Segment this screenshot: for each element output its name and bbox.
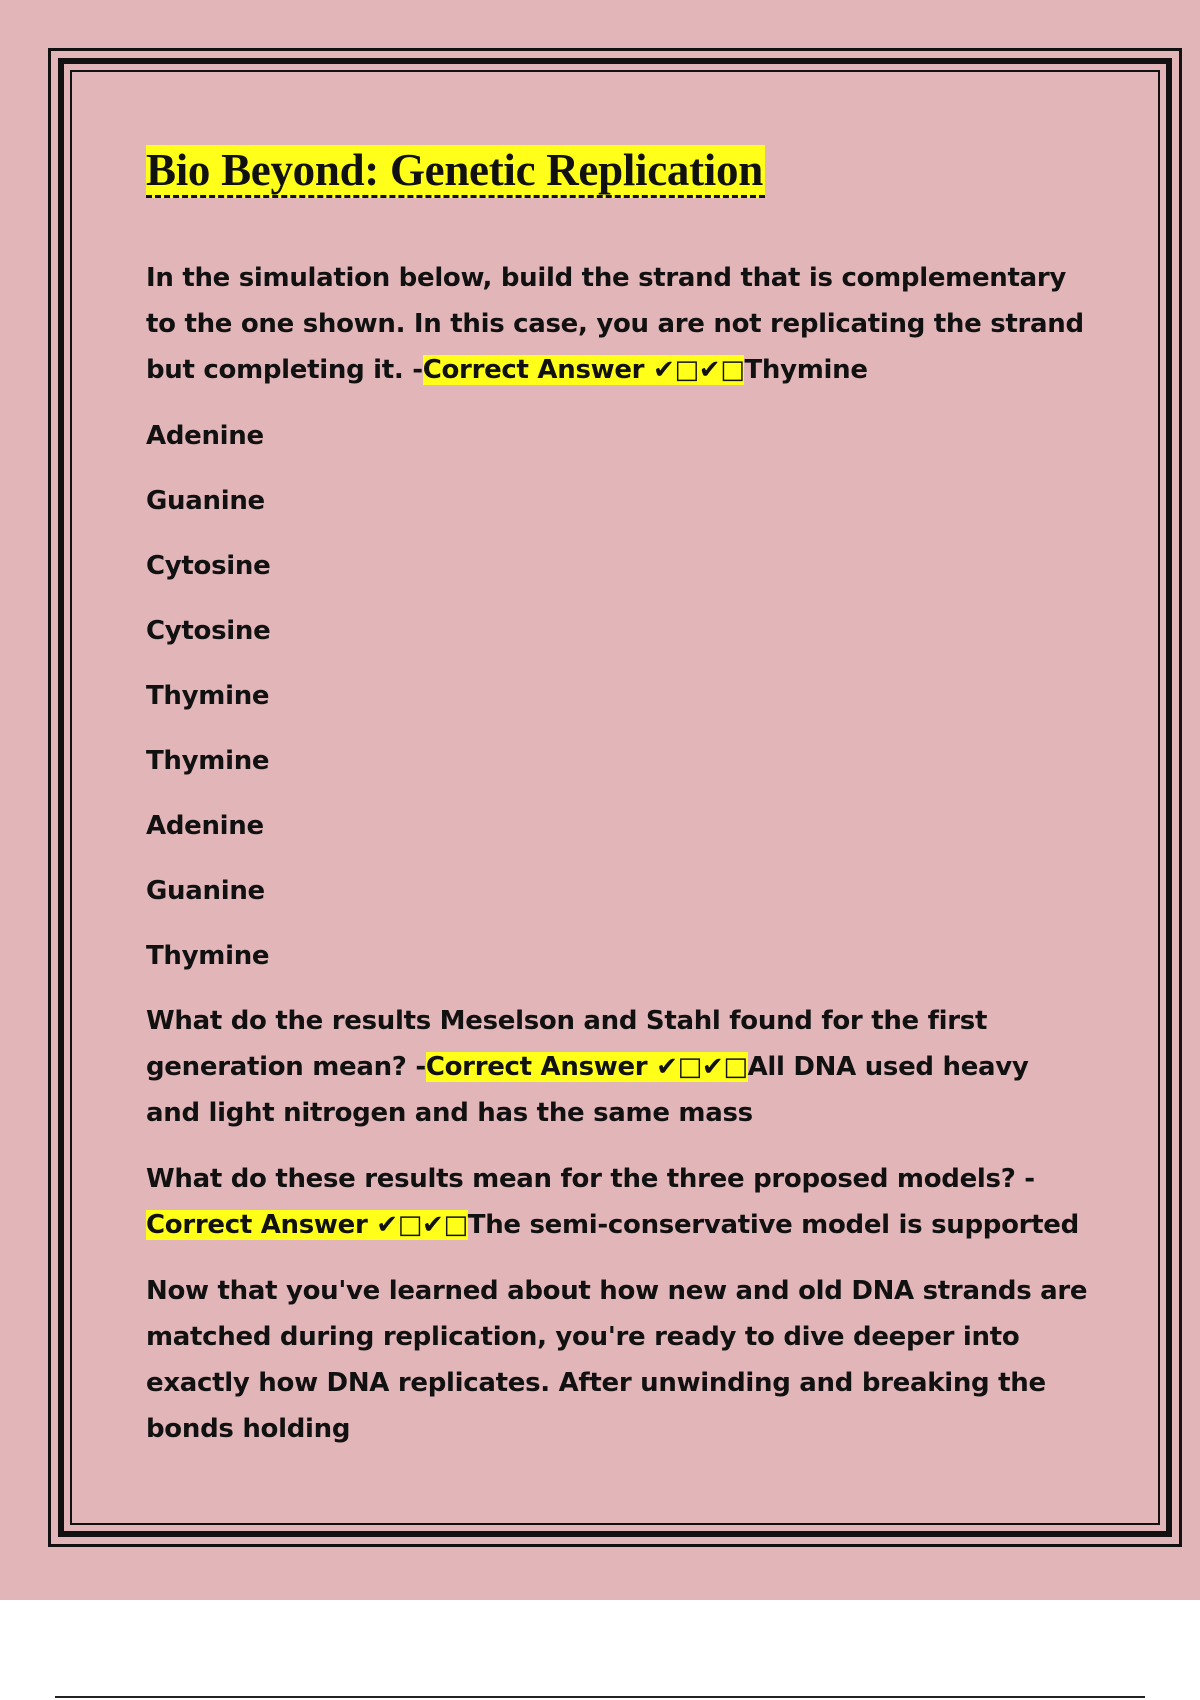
correct-answer-label: Correct Answer ✔□✔□ [425,1052,748,1082]
question-1 [146,255,1091,393]
list-item: Cytosine [146,616,271,646]
closing-paragraph: Now that you've learned about how new and old DNA strands are matched during replication, you're ready to dive deeper into exactly how DNA replicates. After unwinding and breaking the bonds holding [146,1276,1088,1444]
question-2-text: What do the results Meselson and Stahl found for the first generation mean? - [146,1006,988,1082]
document-body [146,140,1091,1472]
list-item: Guanine [146,486,265,516]
list-item: Adenine [146,811,264,841]
question-1-text: In the simulation below, build the strand that is complementary to the one shown. In this case, you are not replicating the strand but completing it. - [146,263,1084,385]
correct-answer-label: Correct Answer ✔□✔□ [146,1210,468,1240]
list-item: Guanine [146,876,265,906]
list-item: Thymine [146,746,270,776]
list-item: Thymine [146,941,270,971]
question-3-text: What do these results mean for the three proposed models? - [146,1164,1035,1194]
list-item: Cytosine [146,551,271,581]
answer-3-text: The semi-conservative model is supported [467,1210,1079,1240]
document-title: Bio Beyond: Genetic Replication [146,140,1091,200]
answer-2-text: All DNA used heavy and light nitrogen and has the same mass [146,1052,1029,1128]
question-2 [146,998,1091,1136]
correct-answer-label: Correct Answer ✔□✔□ [422,355,745,385]
answer-1-text: Thymine [744,355,868,385]
base-list [146,413,1091,998]
question-3 [146,1156,1091,1248]
list-item: Adenine [146,421,264,451]
list-item: Thymine [146,681,270,711]
footer-divider [55,1696,1145,1698]
